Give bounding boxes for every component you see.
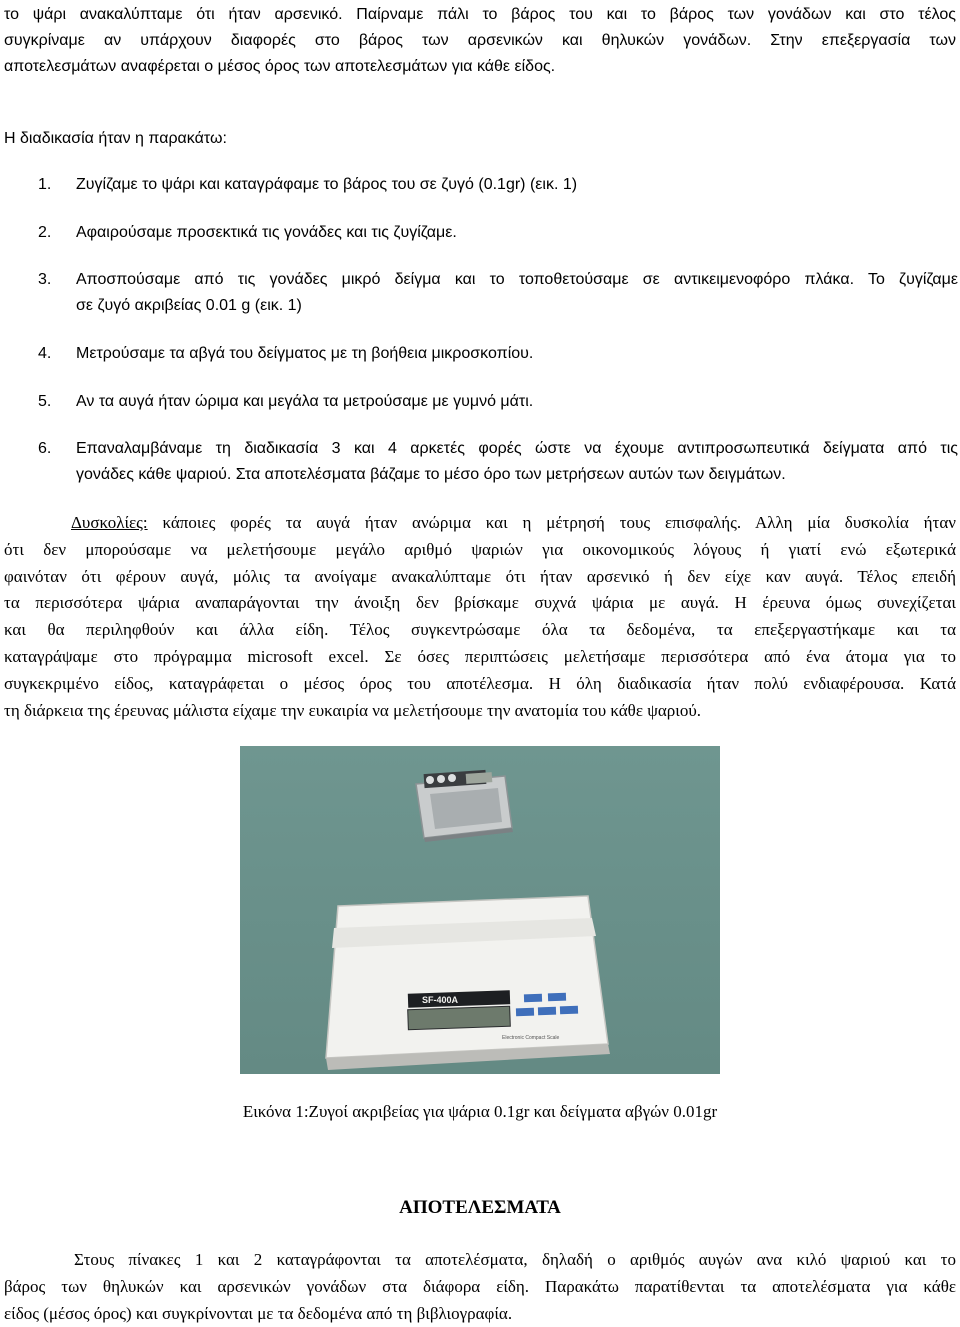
difficulties-label: Δυσκολίες: [71, 513, 148, 532]
list-item [38, 389, 958, 415]
list-number: 5. [38, 393, 52, 410]
intro-paragraph [4, 2, 956, 80]
text-line: ότι δεν μπορούσαμε να μελετήσουμε μεγάλο αριθμό ψαριών για οικονομικούς λόγους ή γιατί ενώ εξωτερικά [4, 539, 956, 559]
text-line: βάρος των θηλυκών και αρσενικών γονάδων στα διάφορα είδη. Παρακάτω παρατίθενται τα αποτελέσματα για κάθε [4, 1277, 956, 1296]
text-line: τα περισσότερα ψάρια αναπαράγονται την άνοιξη δεν βρίσκαμε συχνά ψάρια με αυγά. Η έρευνα όμως συνεχίζεται [4, 593, 956, 613]
text-line [4, 510, 956, 537]
results-text: Στους πίνακες 1 και 2 καταγράφονται τα αποτελέσματα, δηλαδή ο αριθμός αυγών ανα κιλό ψαριού και το [74, 1250, 956, 1269]
scale-brand-label: Electronic Compact Scale [502, 1035, 560, 1041]
precision-scale [416, 770, 513, 842]
kitchen-scale [326, 896, 610, 1070]
list-text: σε ζυγό ακριβείας 0.01 g (εικ. 1) [76, 297, 302, 314]
list-number: 1. [38, 176, 52, 193]
text-line: είδος (μέσος όρος) και συγκρίνονται με τα δεδομένα από τη βιβλιογραφία. [4, 1304, 513, 1323]
difficulties-paragraph [4, 510, 956, 724]
text-line: το ψάρι ανακαλύπταμε ότι ήταν αρσενικό. Παίρναμε πάλι το βάρος του και το βάρος των γονάδων και στο τέλος [4, 6, 956, 23]
text-line: συγκρίναμε αν υπάρχουν διαφορές στο βάρος των αρσενικών και θηλυκών γονάδων. Στην επεξεργασία των [4, 32, 956, 49]
list-number: 2. [38, 224, 52, 241]
list-text: Επαναλαμβάναμε τη διαδικασία 3 και 4 αρκετές φορές ώστε να έχουμε αντιπροσωπευτικά δείγματα από τις [76, 440, 958, 457]
list-text: Αφαιρούσαμε προσεκτικά τις γονάδες και τις ζυγίζαμε. [76, 224, 457, 241]
list-number: 3. [38, 271, 52, 288]
list-text: Μετρούσαμε τα αβγά του δείγματος με τη βοήθεια μικροσκοπίου. [76, 345, 534, 362]
text-line [4, 1246, 956, 1273]
list-item [38, 436, 958, 488]
text-line: καταγράψαμε στο πρόγραμμα microsoft excel. Σε όσες περιπτώσεις μελετήσαμε περισσότερα από ένα άτομα για το [4, 646, 956, 666]
list-text: Ζυγίζαμε το ψάρι και καταγράφαμε το βάρος του σε ζυγό (0.1gr) (εικ. 1) [76, 176, 578, 193]
procedure-intro: Η διαδικασία ήταν η παρακάτω: [4, 130, 227, 147]
difficulties-text: κάποιες φορές τα αυγά ήταν ανώριμα και η μέτρησή τους επισφαλής. Αλλη μία δυσκολία ήταν [147, 513, 956, 532]
list-item [38, 172, 958, 198]
list-text: γονάδες κάθε ψαριού. Στα αποτελέσματα βάζαμε το μέσο όρο των μετρήσεων αυτών των δειγμάτων. [76, 466, 786, 483]
list-item [38, 220, 958, 246]
scales-photo [240, 746, 720, 1074]
scales-illustration [240, 746, 720, 1074]
list-text: Αν τα αυγά ήταν ώριμα και μεγάλα τα μετρούσαμε με γυμνό μάτι. [76, 393, 534, 410]
figure-caption: Εικόνα 1:Ζυγοί ακριβείας για ψάρια 0.1gr και δείγματα αβγών 0.01gr [242, 1102, 718, 1121]
text-line: συγκεκριμένο είδος, καταγράφεται ο μέσος όρος του αποτέλεσμα. Η όλη διαδικασία ήταν πολύ ενδιαφέρουσα. Κατά [4, 673, 956, 693]
scale-model-label: SF-400A [422, 995, 459, 1005]
text-line: και θα περιληφθούν και άλλα είδη. Τέλος συγκεντρώσαμε όλα τα δεδομένα, τα επεξεργαστήκαμε και τα [4, 620, 956, 640]
text-line: αποτελεσμάτων αναφέρεται ο μέσος όρος των αποτελεσμάτων για κάθε είδος. [4, 58, 556, 75]
list-text: Αποσπούσαμε από τις γονάδες μικρό δείγμα και το τοποθετούσαμε σε αντικειμενοφόρο πλάκα. Το ζυγίζαμε [76, 271, 958, 288]
list-number: 6. [38, 440, 52, 457]
list-item [38, 267, 958, 319]
text-line: τη διάρκεια της έρευνας μάλιστα είχαμε την ευκαιρία να μελετήσουμε την ανατομία του κάθε ψαριού. [4, 700, 701, 720]
list-number: 4. [38, 345, 52, 362]
results-heading: ΑΠΟΤΕΛΕΣΜΑΤΑ [399, 1197, 561, 1218]
list-item [38, 341, 958, 367]
text-line: φαινόταν ότι φέρουν αυγά, μόλις τα ανοίγαμε ανακαλύπταμε ότι ήταν αρσενικό ή δεν είχε καν αυγά. Τέλος επειδή [4, 566, 956, 586]
results-paragraph [4, 1246, 956, 1327]
